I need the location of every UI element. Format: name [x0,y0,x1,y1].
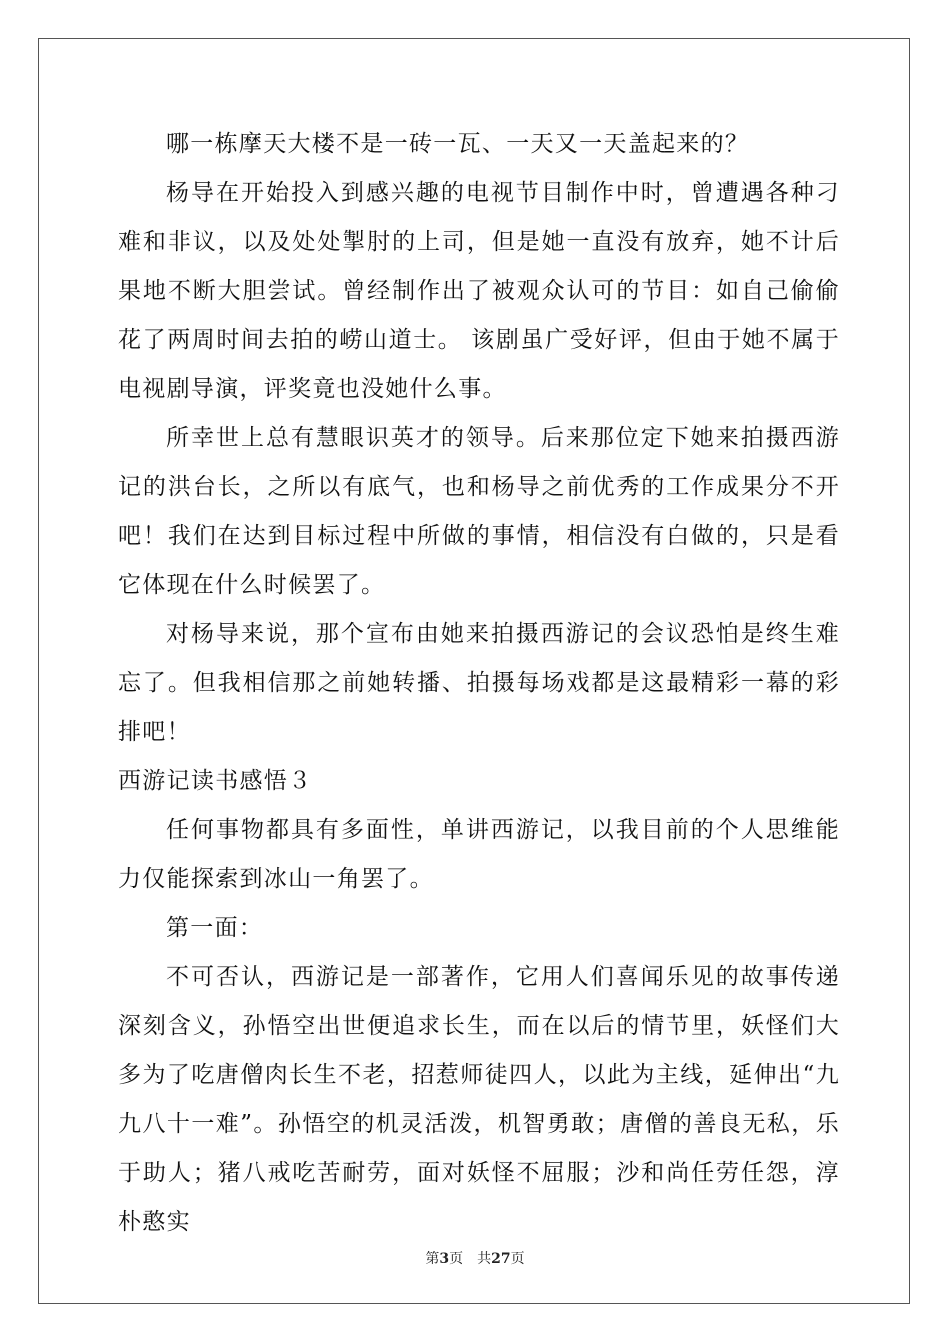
page-number: 3 [439,1251,450,1267]
section-heading: 西游记读书感悟３ [118,768,313,794]
paragraph: 所幸世上总有慧眼识英才的领导。后来那位定下她来拍摄西游记的洪台长，之所以有底气，也和杨导之前优秀的工作成果分不开吧！我们在达到目标过程中所做的事情，相信没有白做的，只是看它体现在什么时候罢了。 [118,425,840,598]
document-body [118,120,840,1247]
paragraph: 哪一栋摩天大楼不是一砖一瓦、一天又一天盖起来的？ [166,131,750,157]
total-suffix: 页 [510,1251,525,1267]
page-suffix: 页 [449,1251,464,1267]
total-prefix: 共 [477,1251,492,1267]
paragraph: 杨导在开始投入到感兴趣的电视节目制作中时，曾遭遇各种刁难和非议，以及处处掣肘的上司，但是她一直没有放弃，她不计后果地不断大胆尝试。曾经制作出了被观众认可的节目：如自己偷偷花了两周时间去拍的崂山道士。 该剧虽广受好评，但由于她不属于电视剧导演，评奖竟也没她什么事。 [118,180,840,402]
paragraph: 不可否认，西游记是一部著作，它用人们喜闻乐见的故事传递深刻含义，孙悟空出世便追求长生，而在以后的情节里，妖怪们大多为了吃唐僧肉长生不老，招惹师徒四人，以此为主线，延伸出“九九八十一难”。孙悟空的机灵活泼，机智勇敢；唐僧的善良无私，乐于助人；猪八戒吃苦耐劳，面对妖怪不屈服；沙和尚任劳任怨，淳朴憨实 [118,964,840,1235]
paragraph: 任何事物都具有多面性，单讲西游记，以我目前的个人思维能力仅能探索到冰山一角罢了。 [118,817,840,892]
page-prefix: 第 [425,1251,440,1267]
paragraph: 第一面： [166,915,264,941]
total-pages: 27 [491,1251,511,1267]
page-footer [0,1248,950,1268]
paragraph: 对杨导来说，那个宣布由她来拍摄西游记的会议恐怕是终生难忘了。但我相信那之前她转播、拍摄每场戏都是这最精彩一幕的彩排吧！ [118,621,840,745]
